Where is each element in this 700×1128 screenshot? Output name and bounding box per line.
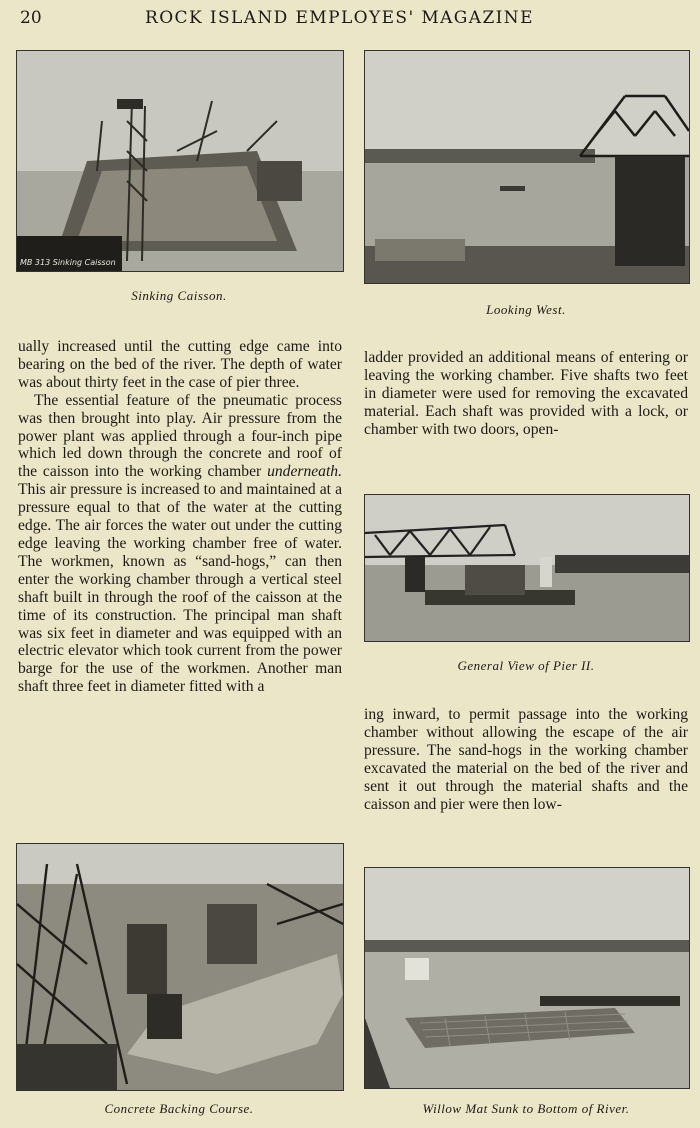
emphasis-underneath: underneath. (267, 463, 342, 481)
caption-concrete-backing: Concrete Backing Course. (104, 1101, 254, 1116)
plate-label: MB 313 Sinking Caisson (20, 258, 116, 267)
right-column-top (364, 349, 688, 439)
caption-general-view: General View of Pier II. (457, 658, 595, 673)
right-column-bottom (364, 706, 688, 813)
left-column (18, 338, 342, 696)
caption-willow-mat: Willow Mat Sunk to Bottom of River. (422, 1101, 630, 1116)
right-paragraph-1: ladder provided an additional means of entering or leaving the working chamber. Five shafts two feet in diameter were used for removing the excavated material. Each shaft was provided with a lock, or chamber with two doors, open- (364, 349, 688, 438)
left-paragraph-2-a: The essential feature of the pneumatic process was then brought into play. Air pressure from the power plant was applied through a four-inch pipe which led down through the concrete and roof of the caisson into the working chamber (18, 391, 342, 481)
right-paragraph-2: ing inward, to permit passage into the working chamber without allowing the escape of the air pressure. The sand-hogs in the working chamber excavated the material on the bed of the river and sent it out through the material shafts and the caisson and pier were then low- (364, 706, 688, 813)
caption-looking-west: Looking West. (486, 302, 566, 317)
left-paragraph-2-b: This air pressure is increased to and maintained at a pressure equal to that of the water at the cutting edge. The air forces the water out under the cutting edge leaving the working chamber free of water. The workmen, known as “sand-hogs,” can then enter the working chamber through a vertical steel shaft built in through the roof of the caisson at the time of its construction. The principal man shaft was six feet in diameter and was equipped with an electric elevator which took current from the power barge for the use of the workmen. Another man shaft three feet in diameter fitted with a (18, 481, 342, 696)
photo-concrete-backing (16, 843, 344, 1091)
photo-sinking-caisson (16, 50, 344, 272)
caption-sinking-caisson: Sinking Caisson. (131, 288, 227, 303)
photo-willow-mat (364, 867, 690, 1089)
left-paragraph-2 (18, 392, 342, 696)
left-paragraph-1: ually increased until the cutting edge came into bearing on the bed of the river. The depth of water was about thirty feet in the case of pier three. (18, 338, 342, 391)
running-head: ROCK ISLAND EMPLOYES' MAGAZINE (145, 8, 534, 28)
page-number: 20 (20, 8, 42, 28)
photo-looking-west (364, 50, 690, 284)
photo-general-view (364, 494, 690, 642)
